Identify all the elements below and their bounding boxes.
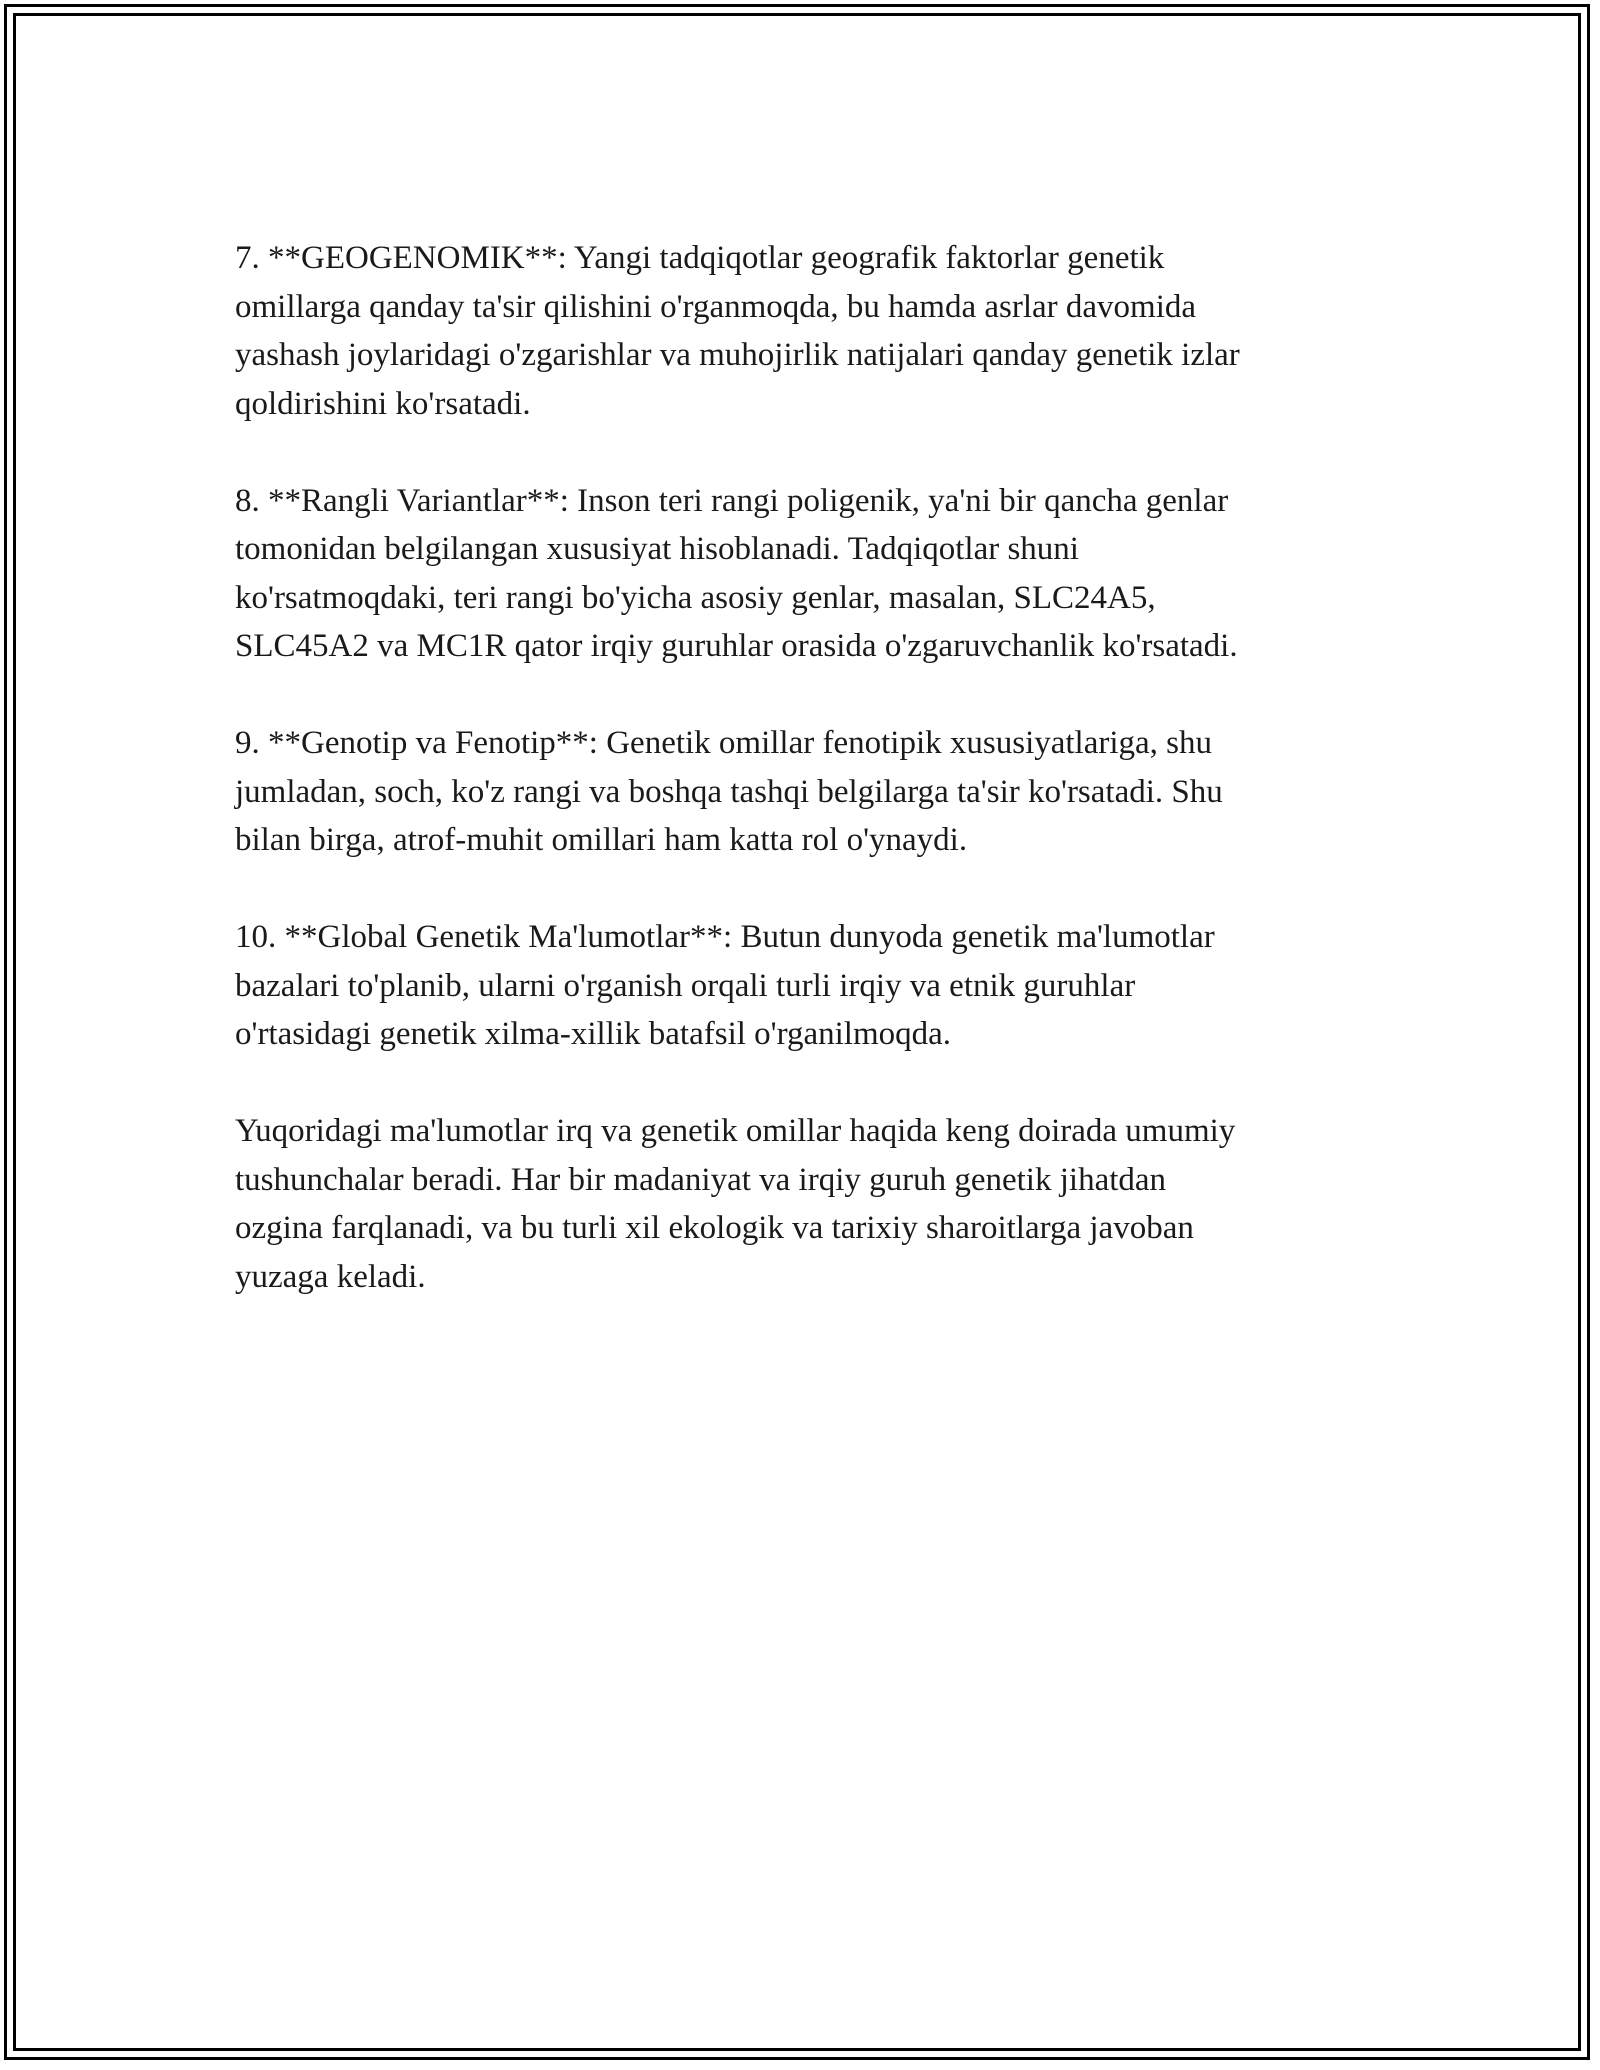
paragraph-conclusion: Yuqoridagi ma'lumotlar irq va genetik omillar haqida keng doirada umumiy tushunchalar beradi. Har bir madaniyat va irqiy guruh genetik jihatdan ozgina farqlanadi, va bu turli xil ekologik va tarixiy sharoitlarga javoban yuzaga keladi. [235,1113,1236,1295]
document-body [235,234,1365,1350]
paragraph-geogenomik: 7. **GEOGENOMIK**: Yangi tadqiqotlar geografik faktorlar genetik omillarga qanday ta'sir qilishini o'rganmoqda, bu hamda asrlar davomida yashash joylaridagi o'zgarishlar va muhojirlik natijalari qanday genetik izlar qoldirishini ko'rsatadi. [235,240,1240,422]
paragraph-genotip-fenotip: 9. **Genotip va Fenotip**: Genetik omillar fenotipik xususiyatlariga, shu jumladan, soch, ko'z rangi va boshqa tashqi belgilarga ta'sir ko'rsatadi. Shu bilan birga, atrof-muhit omillari ham katta rol o'ynaydi. [235,725,1223,858]
paragraph-global-genetik: 10. **Global Genetik Ma'lumotlar**: Butun dunyoda genetik ma'lumotlar bazalari to'planib, ularni o'rganish orqali turli irqiy va etnik guruhlar o'rtasidagi genetik xilma-xillik batafsil o'rganilmoqda. [235,919,1215,1052]
paragraph-rangli-variantlar: 8. **Rangli Variantlar**: Inson teri rangi poligenik, ya'ni bir qancha genlar tomonidan belgilangan xususiyat hisoblanadi. Tadqiqotlar shuni ko'rsatmoqdaki, teri rangi bo'yicha asosiy genlar, masalan, SLC24A5, SLC45A2 va MC1R qator irqiy guruhlar orasida o'zgaruvchanlik ko'rsatadi. [235,482,1238,664]
